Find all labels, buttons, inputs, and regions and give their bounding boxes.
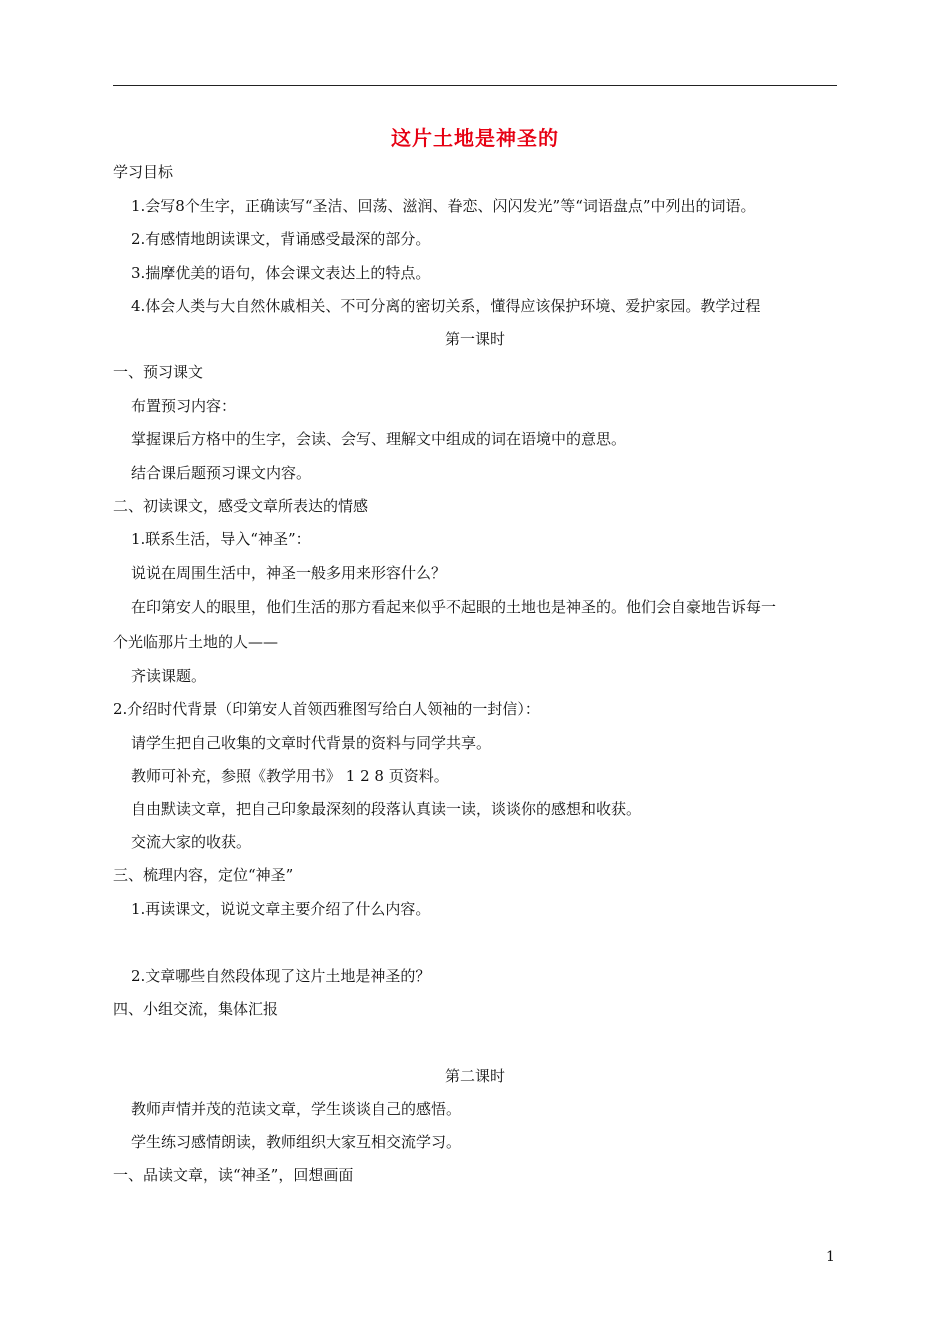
paragraph-line: 教师可补充，参照《教学用书》 1 2 8 页资料。: [131, 767, 449, 785]
paragraph-line: 齐读课题。: [131, 667, 207, 685]
paragraph-line: 说说在周围生活中，神圣一般多用来形容什么？: [131, 564, 447, 582]
header-rule: [113, 85, 837, 86]
paragraph-line: 请学生把自己收集的文章时代背景的资料与同学共享。: [131, 734, 492, 752]
paragraph-line: 交流大家的收获。: [131, 833, 252, 851]
lesson-2-heading: 第二课时: [444, 1067, 505, 1085]
section-heading-close-reading: 一、品读文章，读“神圣”，回想画面: [113, 1166, 354, 1184]
paragraph-line: 教师声情并茂的范读文章，学生谈谈自己的感悟。: [131, 1100, 462, 1118]
section-heading-preview: 一、预习课文: [113, 363, 204, 381]
paragraph-line: 2.介绍时代背景（印第安人首领西雅图写给白人领袖的一封信）：: [113, 700, 540, 718]
paragraph-line: 2.文章哪些自然段体现了这片土地是神圣的？: [131, 967, 431, 985]
paragraph-line: 个光临那片土地的人——: [113, 633, 279, 651]
paragraph-line: 1.联系生活，导入“神圣”：: [131, 530, 311, 548]
paragraph-line: 在印第安人的眼里，他们生活的那方看起来似乎不起眼的土地也是神圣的。他们会自豪地告诉每一: [131, 598, 777, 616]
section-heading-objectives: 学习目标: [113, 163, 174, 181]
objective-3: 3.揣摩优美的语句，体会课文表达上的特点。: [131, 264, 431, 282]
objective-1: 1.会写8个生字，正确读写“圣洁、回荡、滋润、眷恋、闪闪发光”等“词语盘点”中列出的词语。: [131, 197, 756, 215]
objective-4: 4.体会人类与大自然休戚相关、不可分离的密切关系，懂得应该保护环境、爱护家园。教学过程: [131, 297, 761, 315]
document-title: 这片土地是神圣的: [391, 126, 559, 150]
paragraph-line: 布置预习内容：: [131, 397, 237, 415]
objective-2: 2.有感情地朗读课文，背诵感受最深的部分。: [131, 230, 431, 248]
lesson-1-heading: 第一课时: [444, 330, 505, 348]
section-heading-group-report: 四、小组交流，集体汇报: [113, 1000, 279, 1018]
paragraph-line: 学生练习感情朗读，教师组织大家互相交流学习。: [131, 1133, 462, 1151]
section-heading-first-reading: 二、初读课文，感受文章所表达的情感: [113, 497, 369, 515]
section-heading-sort-content: 三、梳理内容，定位“神圣”: [113, 866, 294, 884]
paragraph-line: 自由默读文章，把自己印象最深刻的段落认真读一读，谈谈你的感想和收获。: [131, 800, 642, 818]
page-number: 1: [826, 1249, 835, 1265]
paragraph-line: 掌握课后方格中的生字，会读、会写、理解文中组成的词在语境中的意思。: [131, 430, 627, 448]
paragraph-line: 结合课后题预习课文内容。: [131, 464, 312, 482]
paragraph-line: 1.再读课文，说说文章主要介绍了什么内容。: [131, 900, 431, 918]
